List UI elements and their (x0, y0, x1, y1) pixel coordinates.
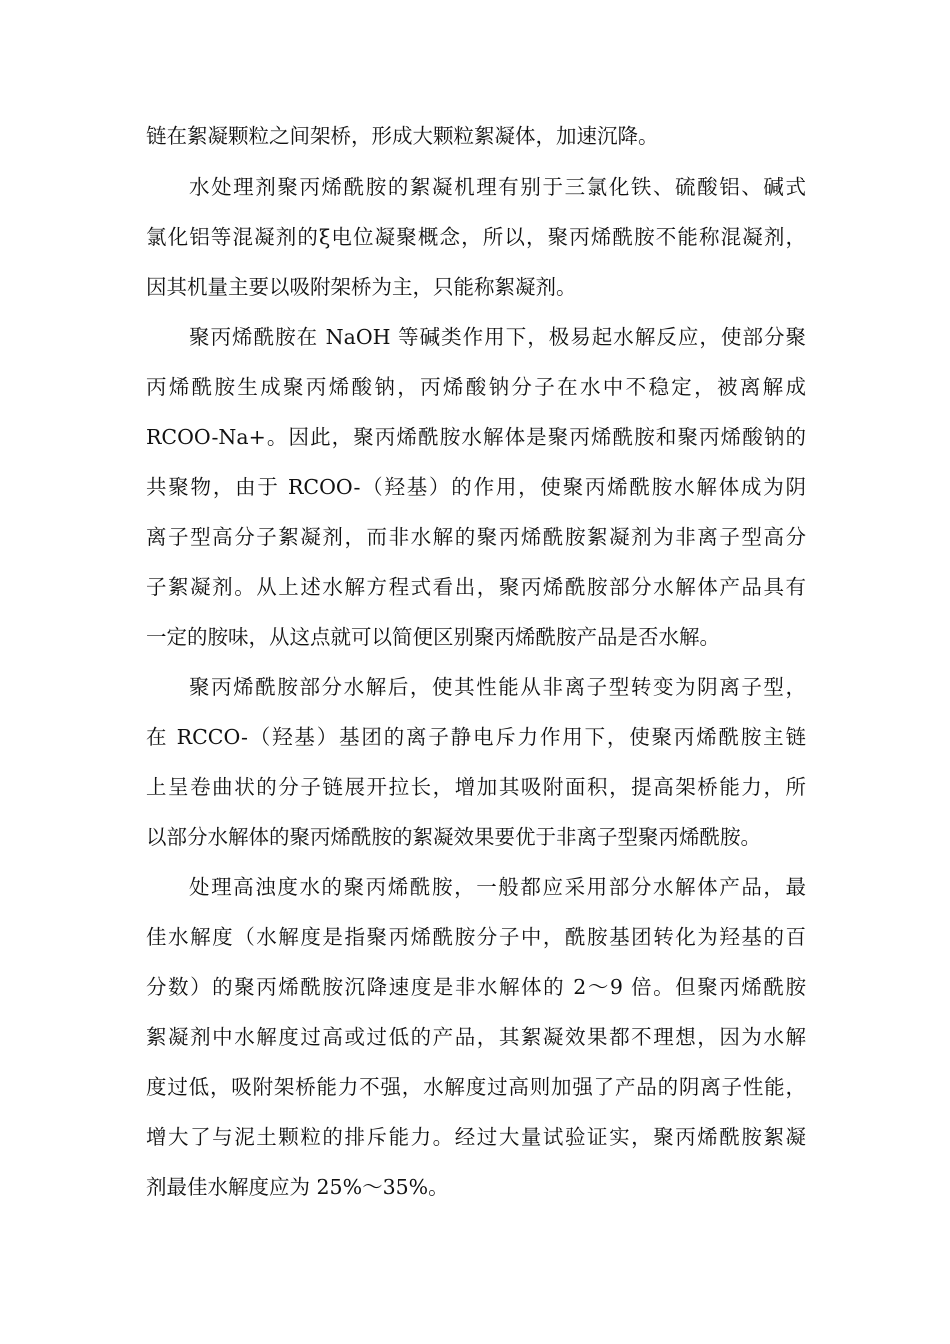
text-line: 丙烯酰胺生成聚丙烯酸钠，丙烯酸钠分子在水中不稳定，被离解成 (146, 375, 806, 399)
text-line: 子絮凝剂。从上述水解方程式看出，聚丙烯酰胺部分水解体产品具有 (146, 575, 806, 599)
text-line: 氯化铝等混凝剂的ξ电位凝聚概念，所以，聚丙烯酰胺不能称混凝剂， (146, 225, 806, 249)
text-line: 剂最佳水解度应为 25%～35%。 (146, 1175, 449, 1199)
text-line: 絮凝剂中水解度过高或过低的产品，其絮凝效果都不理想，因为水解 (146, 1025, 806, 1049)
text-line: 共聚物，由于 RCOO-（羟基）的作用，使聚丙烯酰胺水解体成为阴 (146, 475, 806, 499)
text-line: 聚丙烯酰胺在 NaOH 等碱类作用下，极易起水解反应，使部分聚 (189, 325, 806, 349)
text-line: 链在絮凝颗粒之间架桥，形成大颗粒絮凝体，加速沉降。 (146, 124, 659, 148)
text-line: 一定的胺味，从这点就可以简便区别聚丙烯酰胺产品是否水解。 (146, 625, 720, 649)
text-line: 离子型高分子絮凝剂，而非水解的聚丙烯酰胺絮凝剂为非离子型高分 (146, 525, 806, 549)
text-line: 分数）的聚丙烯酰胺沉降速度是非水解体的 2～9 倍。但聚丙烯酰胺 (146, 975, 806, 999)
text-line: 水处理剂聚丙烯酰胺的絮凝机理有别于三氯化铁、硫酸铝、碱式 (189, 175, 806, 199)
text-line: 佳水解度（水解度是指聚丙烯酰胺分子中，酰胺基团转化为羟基的百 (146, 925, 806, 949)
text-line: 在 RCCO-（羟基）基团的离子静电斥力作用下，使聚丙烯酰胺主链 (146, 725, 806, 749)
text-line: 增大了与泥土颗粒的排斥能力。经过大量试验证实，聚丙烯酰胺絮凝 (146, 1125, 806, 1149)
text-line: 处理高浊度水的聚丙烯酰胺，一般都应采用部分水解体产品，最 (189, 875, 806, 899)
text-line: 因其机量主要以吸附架桥为主，只能称絮凝剂。 (146, 275, 577, 299)
text-line: 以部分水解体的聚丙烯酰胺的絮凝效果要优于非离子型聚丙烯酰胺。 (146, 825, 761, 849)
text-line: 度过低，吸附架桥能力不强，水解度过高则加强了产品的阴离子性能， (146, 1075, 806, 1099)
text-line: 上呈卷曲状的分子链展开拉长，增加其吸附面积，提高架桥能力，所 (146, 775, 806, 799)
text-line: RCOO-Na+。因此，聚丙烯酰胺水解体是聚丙烯酰胺和聚丙烯酸钠的 (146, 425, 806, 449)
text-line: 聚丙烯酰胺部分水解后，使其性能从非离子型转变为阴离子型， (189, 675, 806, 699)
